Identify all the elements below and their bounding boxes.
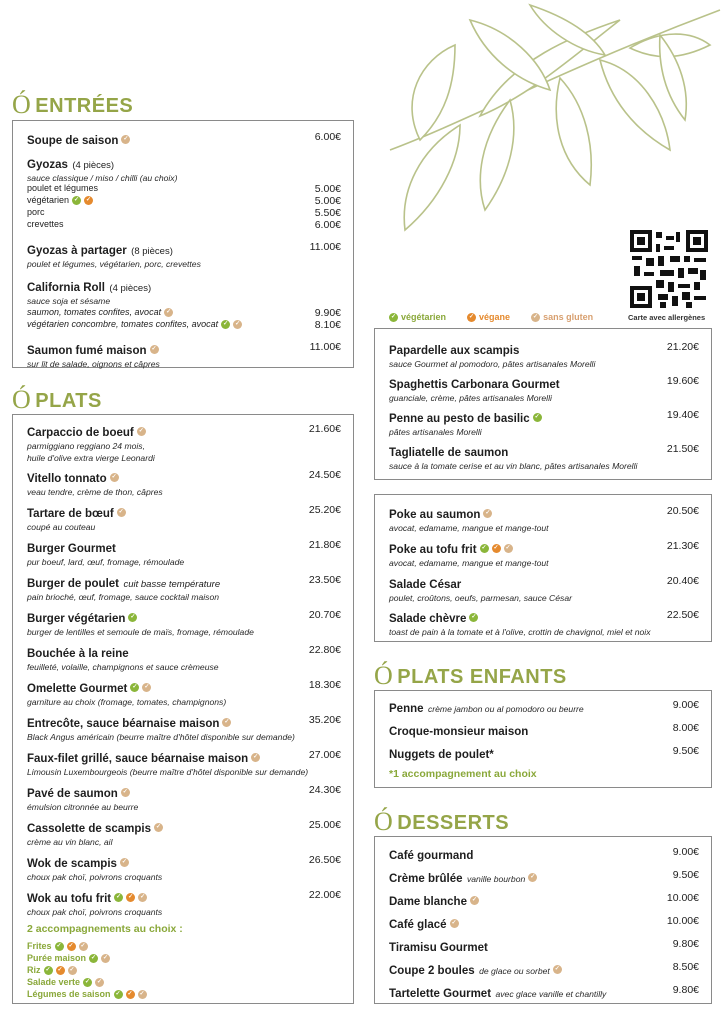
item-price: 11.00€ xyxy=(309,341,341,353)
option-row xyxy=(27,207,341,217)
section-heading-entrees xyxy=(12,89,134,119)
item-price: 26.50€ xyxy=(308,854,341,866)
side-item xyxy=(27,977,341,987)
menu-item xyxy=(389,540,699,570)
item-description: avocat, edamame, mangue et mange-tout xyxy=(389,523,549,533)
menu-item xyxy=(27,679,341,709)
section-heading-plats xyxy=(12,384,102,414)
menu-item xyxy=(27,341,341,371)
item-price: 11.00€ xyxy=(309,241,341,253)
side-label: Riz xyxy=(27,965,41,975)
item-price: 35.20€ xyxy=(308,714,341,726)
item-price: 10.00€ xyxy=(666,892,699,904)
item-name: Saumon fumé maison xyxy=(27,345,147,357)
legend-vegan xyxy=(464,312,510,322)
item-description: veau tendre, crème de thon, câpres xyxy=(27,487,163,497)
vegan-icon: ✓ xyxy=(68,943,74,950)
gluten-free-icon: ✓ xyxy=(471,897,477,904)
item-name: Soupe de saison xyxy=(27,135,119,147)
item-name: Burger végétarien xyxy=(27,613,126,625)
item-price: 27.00€ xyxy=(308,749,341,761)
item-name: Nuggets de poulet* xyxy=(389,749,494,761)
option-label: végétarien concombre, tomates confites, avocat xyxy=(27,319,219,329)
gluten-free-icon: ✓ xyxy=(103,955,109,962)
item-name: Burger Gourmet xyxy=(27,543,116,555)
kids-footnote: *1 accompagnement au choix xyxy=(389,768,537,780)
menu-item xyxy=(389,443,699,473)
item-price: 6.00€ xyxy=(314,131,341,143)
diet-legend xyxy=(386,312,593,322)
item-price: 9.00€ xyxy=(672,699,699,711)
section-heading-desserts xyxy=(374,806,510,836)
item-name: Gyozas à partager xyxy=(27,245,127,257)
gluten-free-icon: ✓ xyxy=(69,967,75,974)
item-note: (4 pièces) xyxy=(72,160,115,171)
item-description: sauce soja et sésame xyxy=(27,296,111,306)
gluten-free-icon: ✓ xyxy=(111,474,117,481)
vegetarian-icon: ✓ xyxy=(130,614,136,621)
vegetarian-icon: ✓ xyxy=(116,894,122,901)
item-description: choux pak choï, poivrons croquants xyxy=(27,907,163,917)
menu-item xyxy=(389,938,699,956)
legend-vegetarian xyxy=(386,312,446,322)
option-price: 5.00€ xyxy=(314,195,341,207)
item-name: Salade chèvre xyxy=(389,613,467,625)
item-name: Dame blanche xyxy=(389,896,467,908)
item-name: Spaghettis Carbonara Gourmet xyxy=(389,379,560,391)
item-description: poulet et légumes, végétarien, porc, crevettes xyxy=(27,259,201,269)
item-name: California Roll xyxy=(27,282,105,294)
menu-item xyxy=(27,423,341,464)
option-row xyxy=(27,319,341,329)
olive-logo-icon: Ó xyxy=(374,806,394,836)
gluten-free-icon: ✓ xyxy=(533,313,539,320)
item-price: 9.80€ xyxy=(672,984,699,996)
item-description: sur lit de salade, oignons et câpres xyxy=(27,359,160,369)
gluten-free-icon: ✓ xyxy=(138,428,144,435)
item-name: Tagliatelle de saumon xyxy=(389,447,509,459)
pasta-box xyxy=(374,328,712,480)
desserts-box xyxy=(374,836,712,1004)
item-description: coupé au couteau xyxy=(27,522,96,532)
option-price: 6.00€ xyxy=(314,219,341,231)
menu-item xyxy=(27,819,341,849)
qr-caption: Carte avec allergènes xyxy=(628,313,706,322)
item-note: avec glace vanille et chantilly xyxy=(495,989,607,999)
vegetarian-icon: ✓ xyxy=(45,967,51,974)
salads-box xyxy=(374,494,712,642)
menu-item xyxy=(389,699,699,717)
item-description: sauce à la tomate cerise et au vin blanc, pâtes artisanales Morelli xyxy=(389,461,638,471)
option-label: crevettes xyxy=(27,219,64,229)
menu-item xyxy=(27,241,341,271)
item-price: 9.50€ xyxy=(672,745,699,757)
item-description: feuilleté, volaille, champignons et sauce crèmeuse xyxy=(27,662,219,672)
vegan-icon: ✓ xyxy=(127,991,133,998)
menu-item xyxy=(389,846,699,864)
side-item xyxy=(27,953,341,963)
item-name: Poke au tofu frit xyxy=(389,544,477,556)
item-name: Bouchée à la reine xyxy=(27,648,129,660)
olive-logo-icon: Ó xyxy=(374,660,394,690)
side-label: Salade verte xyxy=(27,977,81,987)
section-title: ENTRÉES xyxy=(35,95,134,117)
item-name: Vitello tonnato xyxy=(27,473,107,485)
menu-item xyxy=(27,644,341,674)
olive-logo-icon: Ó xyxy=(12,89,32,119)
item-note: crème jambon ou al pomodoro ou beurre xyxy=(427,704,584,714)
item-description: sauce classique / miso / chilli (au choix) xyxy=(27,173,178,183)
item-description: émulsion citronnée au beurre xyxy=(27,802,139,812)
item-description: burger de lentilles et semoule de maïs, fromage, rémoulade xyxy=(27,627,254,637)
menu-item xyxy=(27,131,341,149)
vegetarian-icon: ✓ xyxy=(132,684,138,691)
gluten-free-icon: ✓ xyxy=(118,509,124,516)
item-name: Coupe 2 boules xyxy=(389,965,475,977)
item-name: Café glacé xyxy=(389,919,447,931)
item-note: (4 pièces) xyxy=(109,283,152,294)
item-price: 21.20€ xyxy=(666,341,699,353)
menu-item xyxy=(27,574,341,604)
vegan-icon: ✓ xyxy=(57,967,63,974)
menu-item xyxy=(389,609,699,639)
option-row xyxy=(27,183,341,193)
side-item xyxy=(27,941,341,951)
item-name: Poke au saumon xyxy=(389,509,481,521)
item-description: pain brioché, œuf, fromage, sauce cocktail maison xyxy=(27,592,220,602)
option-price: 9.90€ xyxy=(314,307,341,319)
menu-item xyxy=(389,984,699,1002)
menu-item xyxy=(389,575,699,605)
vegetarian-icon: ✓ xyxy=(534,414,540,421)
item-name: Carpaccio de boeuf xyxy=(27,427,134,439)
item-price: 10.00€ xyxy=(666,915,699,927)
item-description: crème au vin blanc, ail xyxy=(27,837,113,847)
gluten-free-icon: ✓ xyxy=(122,789,128,796)
item-price: 22.00€ xyxy=(308,889,341,901)
menu-item xyxy=(389,375,699,405)
vegan-icon: ✓ xyxy=(469,313,475,320)
gluten-free-icon: ✓ xyxy=(485,510,491,517)
item-price: 22.50€ xyxy=(666,609,699,621)
vegetarian-icon: ✓ xyxy=(223,321,229,328)
option-row xyxy=(27,307,341,317)
item-name: Entrecôte, sauce béarnaise maison xyxy=(27,718,220,730)
legend-gluten-free xyxy=(528,312,593,322)
item-name: Crème brûlée xyxy=(389,873,463,885)
gluten-free-icon: ✓ xyxy=(123,136,129,143)
legend-label: végétarien xyxy=(401,312,447,322)
plats-box xyxy=(12,414,354,1004)
vegetarian-icon: ✓ xyxy=(85,979,91,986)
item-note: de glace ou sorbet xyxy=(479,966,550,976)
gluten-free-icon: ✓ xyxy=(224,719,230,726)
side-item xyxy=(27,965,341,975)
side-label: Purée maison xyxy=(27,953,87,963)
item-description: huile d'olive extra vierge Leonardi xyxy=(27,452,155,463)
item-name: Wok de scampis xyxy=(27,858,117,870)
menu-item xyxy=(389,961,699,979)
item-price: 8.00€ xyxy=(672,722,699,734)
item-name: Tartare de bœuf xyxy=(27,508,114,520)
qr-code[interactable] xyxy=(630,230,708,308)
item-description: pâtes artisanales Morelli xyxy=(389,427,482,437)
menu-item xyxy=(389,869,699,887)
olive-logo-icon: Ó xyxy=(12,384,32,414)
vegetarian-icon: ✓ xyxy=(481,545,487,552)
item-price: 23.50€ xyxy=(308,574,341,586)
vegetarian-icon: ✓ xyxy=(74,197,80,204)
menu-item xyxy=(27,278,341,308)
menu-item xyxy=(27,504,341,534)
item-price: 21.60€ xyxy=(308,423,341,435)
item-description: toast de pain à la tomate et à l'olive, crottin de chavignol, miel et noix xyxy=(389,627,651,637)
item-price: 8.50€ xyxy=(672,961,699,973)
item-description: avocat, edamame, mangue et mange-tout xyxy=(389,558,549,568)
item-description: Limousin Luxembourgeois (beurre maître d'hôtel disponible sur demande) xyxy=(27,767,309,777)
menu-item xyxy=(389,341,699,371)
item-note: cuit basse température xyxy=(123,579,221,590)
gluten-free-icon: ✓ xyxy=(151,346,157,353)
item-description: Black Angus américain (beurre maître d'hôtel disponible sur demande) xyxy=(27,732,295,742)
side-label: Légumes de saison xyxy=(27,989,111,999)
gluten-free-icon: ✓ xyxy=(554,966,560,973)
vegan-icon: ✓ xyxy=(86,197,92,204)
legend-label: sans gluten xyxy=(543,312,594,322)
menu-item xyxy=(27,749,341,779)
gluten-free-icon: ✓ xyxy=(140,894,146,901)
menu-item xyxy=(27,469,341,499)
option-row xyxy=(27,195,341,205)
item-price: 21.30€ xyxy=(666,540,699,552)
legend-label: végane xyxy=(479,312,511,322)
sides-title: 2 accompagnements au choix : xyxy=(27,923,183,935)
menu-item xyxy=(27,889,341,919)
option-label: saumon, tomates confites, avocat xyxy=(27,307,162,317)
option-price: 8.10€ xyxy=(314,319,341,331)
vegan-icon: ✓ xyxy=(493,545,499,552)
item-description: choux pak choï, poivrons croquants xyxy=(27,872,163,882)
item-description: poulet, croûtons, oeufs, parmesan, sauce César xyxy=(389,593,572,603)
item-name: Burger de poulet xyxy=(27,578,120,590)
item-price: 9.80€ xyxy=(672,938,699,950)
vegetarian-icon: ✓ xyxy=(390,313,397,320)
item-price: 19.40€ xyxy=(666,409,699,421)
item-price: 25.00€ xyxy=(308,819,341,831)
item-price: 9.00€ xyxy=(672,846,699,858)
menu-item xyxy=(27,784,341,814)
section-title: PLATS ENFANTS xyxy=(397,666,567,688)
gluten-free-icon: ✓ xyxy=(121,859,127,866)
item-name: Omelette Gourmet xyxy=(27,683,128,695)
item-name: Salade César xyxy=(389,579,462,591)
item-price: 22.80€ xyxy=(308,644,341,656)
menu-item xyxy=(389,915,699,933)
item-price: 25.20€ xyxy=(308,504,341,516)
menu-item xyxy=(389,892,699,910)
menu-item xyxy=(389,505,699,535)
gluten-free-icon: ✓ xyxy=(253,754,259,761)
gluten-free-icon: ✓ xyxy=(166,309,172,316)
menu-item xyxy=(389,409,699,439)
item-name: Pavé de saumon xyxy=(27,788,118,800)
option-price: 5.50€ xyxy=(314,207,341,219)
item-description: sauce Gourmet al pomodoro, pâtes artisanales Morelli xyxy=(389,359,596,369)
item-price: 21.80€ xyxy=(308,539,341,551)
item-name: Papardelle aux scampis xyxy=(389,345,520,357)
item-price: 20.50€ xyxy=(666,505,699,517)
item-name: Gyozas xyxy=(27,159,68,171)
vegetarian-icon: ✓ xyxy=(91,955,97,962)
menu-item xyxy=(389,745,699,763)
menu-item xyxy=(27,854,341,884)
menu-item xyxy=(27,155,341,185)
item-name: Faux-filet grillé, sauce béarnaise maison xyxy=(27,753,249,765)
gluten-free-icon: ✓ xyxy=(144,684,150,691)
item-name: Penne xyxy=(389,703,424,715)
vegan-icon: ✓ xyxy=(128,894,134,901)
section-title: DESSERTS xyxy=(397,812,510,834)
menu-item xyxy=(27,539,341,569)
side-item xyxy=(27,989,341,999)
menu-item xyxy=(27,609,341,639)
option-label: poulet et légumes xyxy=(27,183,99,193)
gluten-free-icon: ✓ xyxy=(139,991,145,998)
item-name: Penne au pesto de basilic xyxy=(389,413,530,425)
item-price: 19.60€ xyxy=(666,375,699,387)
item-price: 20.40€ xyxy=(666,575,699,587)
item-note: (8 pièces) xyxy=(131,246,173,257)
item-price: 18.30€ xyxy=(308,679,341,691)
gluten-free-icon: ✓ xyxy=(97,979,103,986)
gluten-free-icon: ✓ xyxy=(505,545,511,552)
entrees-box xyxy=(12,120,354,368)
gluten-free-icon: ✓ xyxy=(530,874,536,881)
item-description: parmiggiano reggiano 24 mois, xyxy=(27,441,145,451)
section-title: PLATS xyxy=(35,390,102,412)
item-price: 9.50€ xyxy=(672,869,699,881)
item-description: pur boeuf, lard, œuf, fromage, rémoulade xyxy=(27,557,185,567)
option-label: porc xyxy=(27,207,45,217)
olive-branch-illustration xyxy=(360,0,724,240)
menu-item xyxy=(389,722,699,740)
vegetarian-icon: ✓ xyxy=(115,991,121,998)
section-heading-enfants xyxy=(374,660,567,690)
menu-item xyxy=(27,714,341,744)
side-label: Frites xyxy=(27,941,52,951)
item-description: garniture au choix (fromage, tomates, champignons) xyxy=(27,697,227,707)
item-price: 24.30€ xyxy=(308,784,341,796)
item-name: Cassolette de scampis xyxy=(27,823,152,835)
vegetarian-icon: ✓ xyxy=(56,943,62,950)
option-price: 5.00€ xyxy=(314,183,341,195)
item-price: 20.70€ xyxy=(308,609,341,621)
gluten-free-icon: ✓ xyxy=(451,920,457,927)
option-label: végétarien xyxy=(27,195,70,205)
item-name: Café gourmand xyxy=(389,850,474,862)
gluten-free-icon: ✓ xyxy=(80,943,86,950)
gluten-free-icon: ✓ xyxy=(235,321,241,328)
item-name: Tartelette Gourmet xyxy=(389,988,492,1000)
item-note: vanille bourbon xyxy=(466,874,526,884)
vegetarian-icon: ✓ xyxy=(471,614,477,621)
item-name: Croque-monsieur maison xyxy=(389,726,529,738)
option-row xyxy=(27,219,341,229)
item-description: guanciale, crème, pâtes artisanales Morelli xyxy=(389,393,552,403)
item-name: Tiramisu Gourmet xyxy=(389,942,488,954)
item-name: Wok au tofu frit xyxy=(27,893,112,905)
item-price: 24.50€ xyxy=(308,469,341,481)
gluten-free-icon: ✓ xyxy=(156,824,162,831)
item-price: 21.50€ xyxy=(666,443,699,455)
kids-box xyxy=(374,690,712,788)
